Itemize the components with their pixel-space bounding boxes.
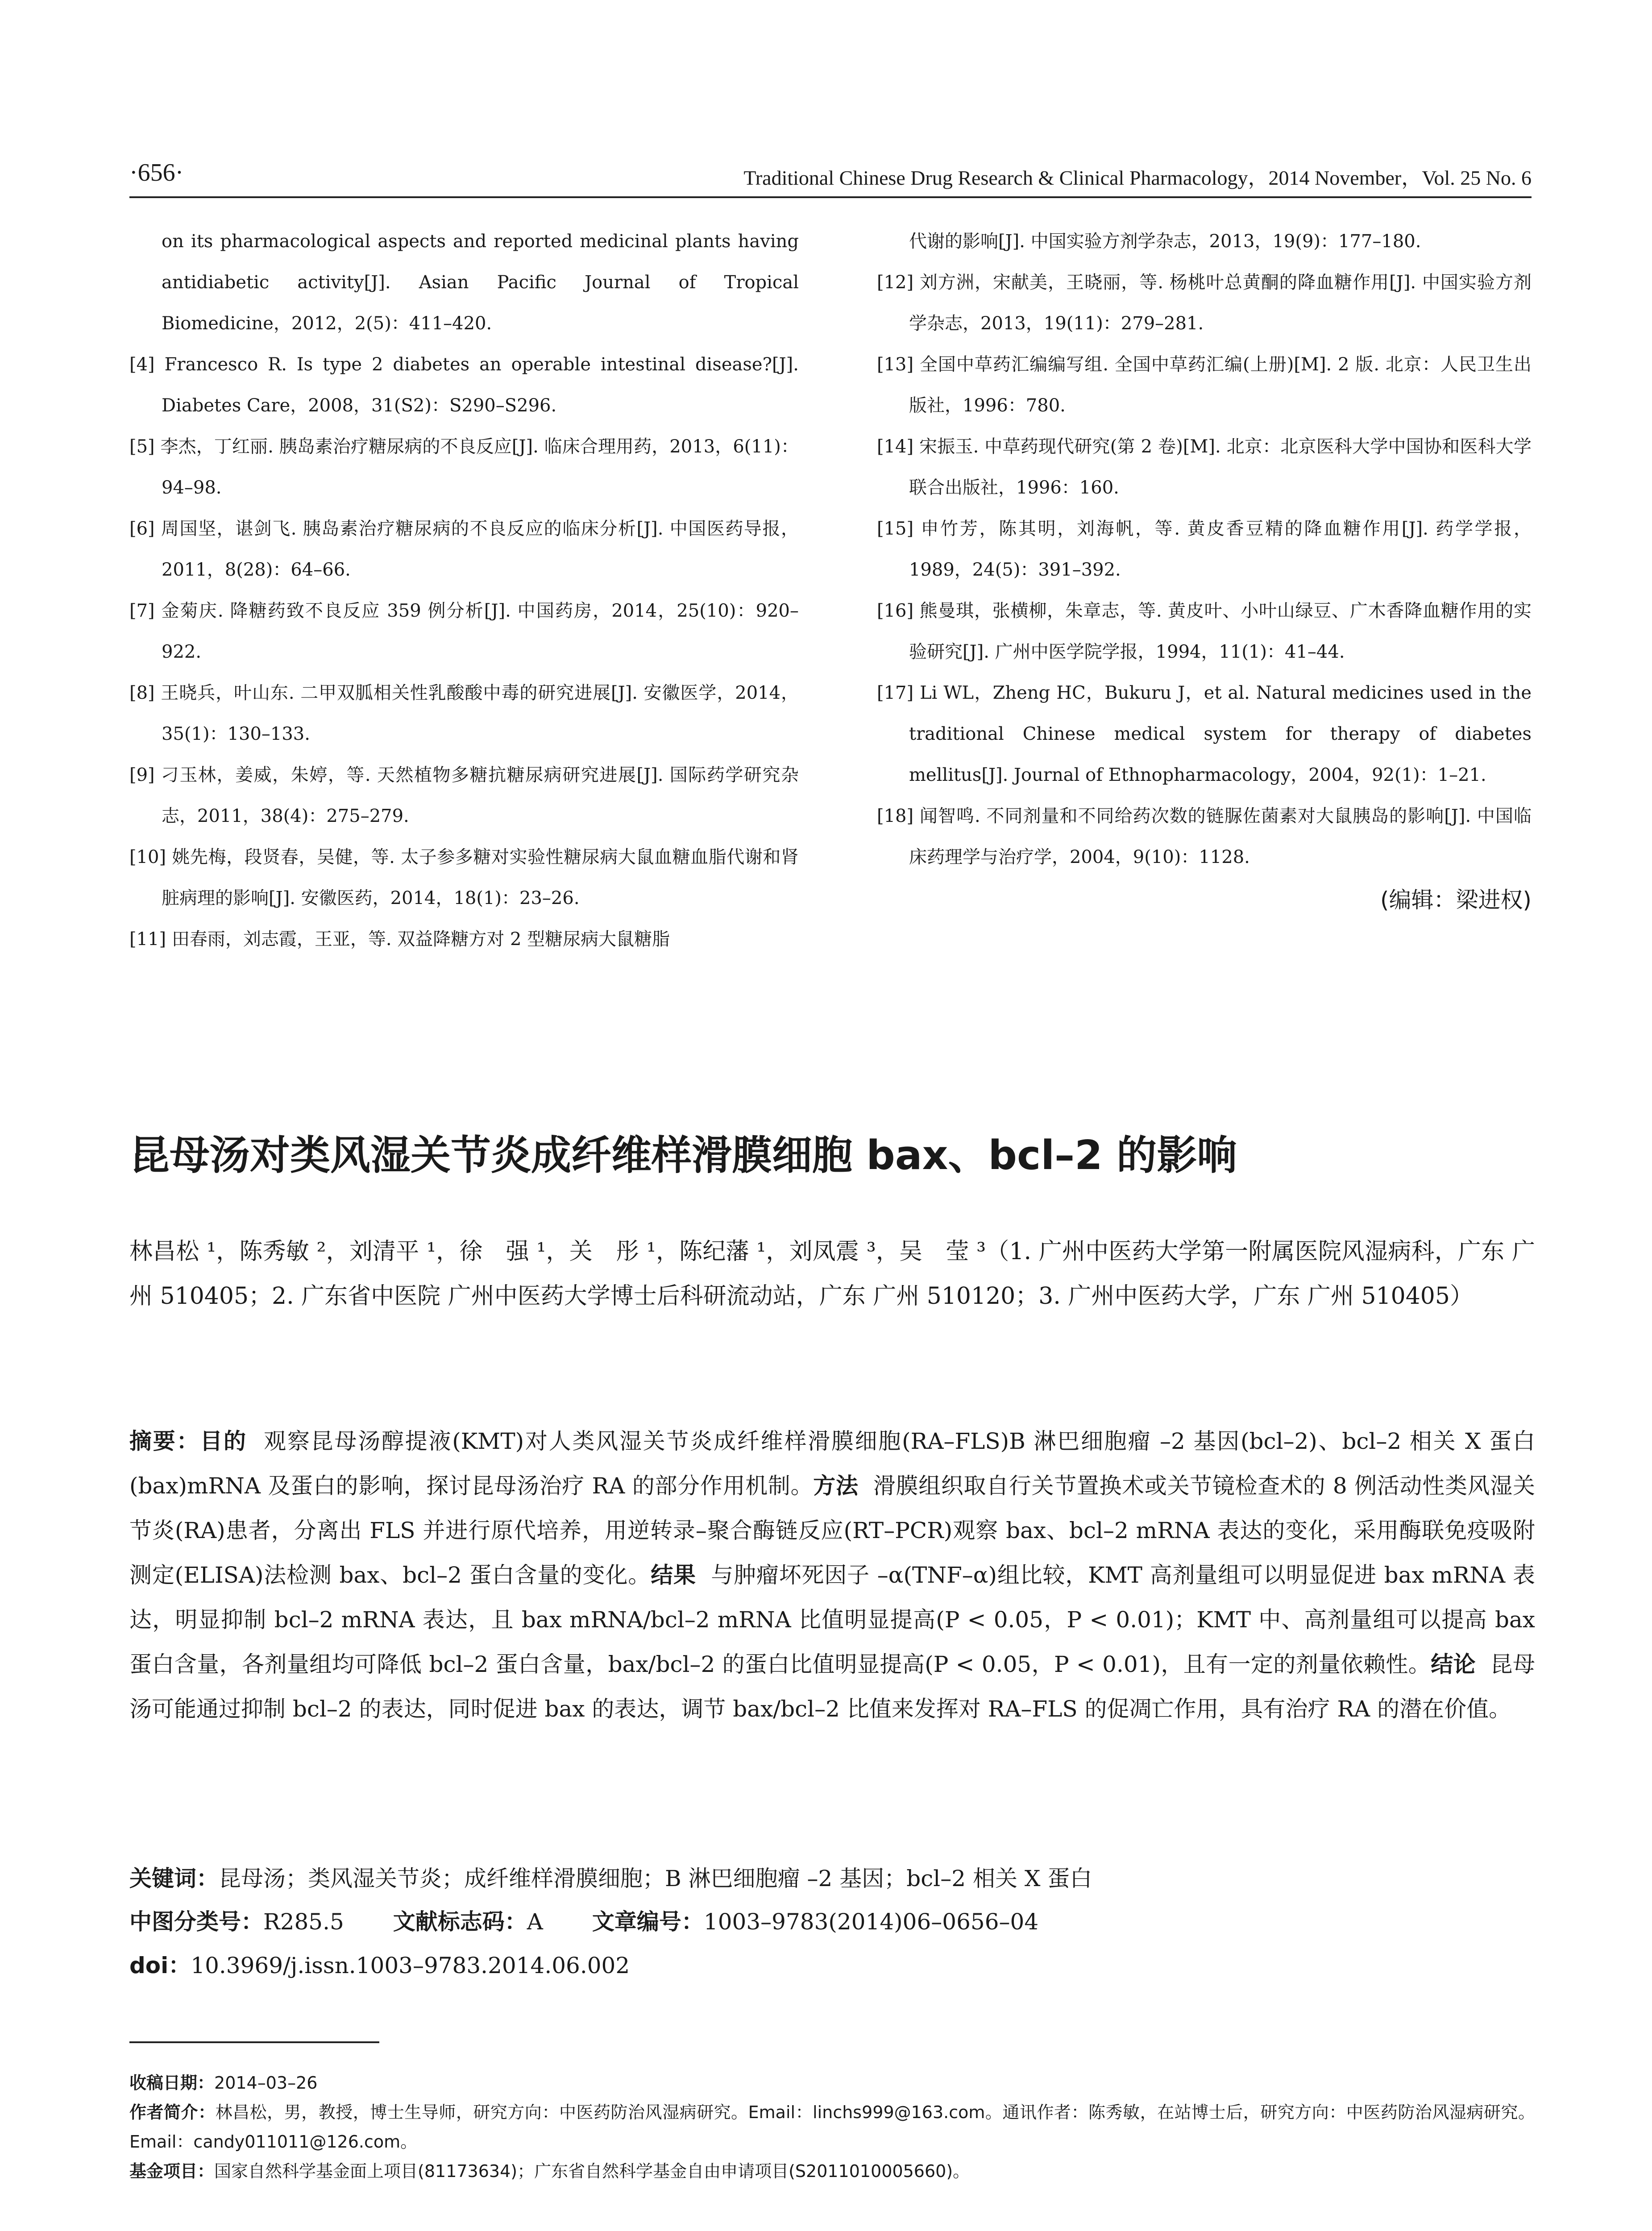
author-value: 林昌松，男，教授，博士生导师，研究方向：中医药防治风湿病研究。Email：linchs999@163.com。通讯作者：陈秀敏，在站博士后，研究方向：中医药防治风湿病研究。Email：candy011011@126.com。 <box>129 2102 1535 2152</box>
article-number-value: 1003–9783(2014)06–0656–04 <box>703 1909 1039 1935</box>
reference-item: [8] 王晓兵，叶山东. 二甲双胍相关性乳酸酸中毒的研究进展[J]. 安徽医学，2014，35(1)：130–133. <box>129 683 799 744</box>
references-right-column <box>877 221 1532 922</box>
reference-item: [10] 姚先梅，段贤春，吴健，等. 太子参多糖对实验性糖尿病大鼠血糖血脂代谢和肾脏病理的影响[J]. 安徽医药，2014，18(1)：23–26. <box>129 847 799 908</box>
class-value: R285.5 <box>263 1909 344 1935</box>
author-bio <box>129 2098 1535 2156</box>
classification-line <box>129 1902 1535 1942</box>
fund-value: 国家自然科学基金面上项目(81173634)；广东省自然科学基金自由申请项目(S2011010005660)。 <box>214 2161 970 2181</box>
reference-item: [7] 金菊庆. 降糖药致不良反应 359 例分析[J]. 中国药房，2014，25(10)：920–922. <box>129 601 799 662</box>
objective-text: 观察昆母汤醇提液(KMT)对人类风湿关节炎成纤维样滑膜细胞(RA–FLS)B 淋巴细胞瘤 –2 基因(bcl–2)、bcl–2 相关 X 蛋白(bax)mRNA 及蛋白的影响，探讨昆母汤治疗 RA 的部分作用机制。 <box>129 1428 1536 1499</box>
keywords-text: 昆母汤；类风湿关节炎；成纤维样滑膜细胞；B 淋巴细胞瘤 –2 基因；bcl–2 相关 X 蛋白 <box>219 1866 1092 1891</box>
author-label: 作者简介： <box>129 2102 216 2122</box>
reference-item: [14] 宋振玉. 中草药现代研究(第 2 卷)[M]. 北京：北京医科大学中国协和医科大学联合出版社，1996：160. <box>877 436 1532 498</box>
class-label: 中图分类号： <box>129 1909 263 1935</box>
fund-info <box>129 2156 1535 2186</box>
keywords-label: 关键词： <box>129 1866 219 1891</box>
results-text: 与肿瘤坏死因子 –α(TNF–α)组比较，KMT 高剂量组可以明显促进 bax mRNA 表达，明显抑制 bcl–2 mRNA 表达，且 bax mRNA/bcl–2 mRNA 比值明显提高(P < 0.05，P < 0.01)；KMT 中、高剂量组可以提高 bax 蛋白含量，各剂量组均可降低 bcl–2 蛋白含量，bax/bcl–2 的蛋白比值明显提高(P < 0.05，P < 0.01)，且有一定的剂量依赖性。 <box>129 1562 1535 1677</box>
abstract <box>129 1419 1535 1731</box>
reference-item: [12] 刘方洲，宋献美，王晓丽，等. 杨桃叶总黄酮的降血糖作用[J]. 中国实验方剂学杂志，2013，19(11)：279–281. <box>877 272 1532 334</box>
reference-item: [9] 刁玉林，姜威，朱婷，等. 天然植物多糖抗糖尿病研究进展[J]. 国际药学研究杂志，2011，38(4)：275–279. <box>129 765 799 826</box>
reference-item: [16] 熊曼琪，张横柳，朱章志，等. 黄皮叶、小叶山绿豆、广木香降血糖作用的实验研究[J]. 广州中医学院学报，1994，11(1)：41–44. <box>877 601 1532 662</box>
reference-item: [4] Francesco R. Is type 2 diabetes an operable intestinal disease?[J]. Diabetes Care，2008，31(S2)：S290–S296. <box>129 354 799 416</box>
page-number: ·656· <box>129 159 184 187</box>
methods-label: 方法 <box>813 1473 859 1499</box>
doi-label: doi： <box>129 1953 191 1978</box>
footnotes <box>129 2068 1535 2186</box>
doi-value: 10.3969/j.issn.1003–9783.2014.06.002 <box>191 1953 630 1978</box>
received-value: 2014–03–26 <box>214 2073 318 2093</box>
received-label: 收稿日期： <box>129 2073 215 2093</box>
editor-note: (编辑：梁进权) <box>1380 887 1532 913</box>
doc-code-value: A <box>527 1909 543 1935</box>
references-left-column <box>129 221 799 960</box>
doc-code-label: 文献标志码： <box>393 1909 527 1935</box>
header-rule <box>129 196 1532 198</box>
footnote-rule <box>129 2041 379 2043</box>
reference-item: [5] 李杰，丁红丽. 胰岛素治疗糖尿病的不良反应[J]. 临床合理用药，2013，6(11)：94–98. <box>129 436 799 498</box>
keywords <box>129 1858 1535 1899</box>
article-title: 昆母汤对类风湿关节炎成纤维样滑膜细胞 bax、bcl–2 的影响 <box>129 1132 1237 1179</box>
reference-item: [6] 周国坚，谌剑飞. 胰岛素治疗糖尿病的不良反应的临床分析[J]. 中国医药导报，2011，8(28)：64–66. <box>129 518 799 580</box>
reference-item: [15] 申竹芳，陈其明，刘海帆，等. 黄皮香豆精的降血糖作用[J]. 药学学报，1989，24(5)：391–392. <box>877 518 1532 580</box>
conclusion-text: 昆母汤可能通过抑制 bcl–2 的表达，同时促进 bax 的表达，调节 bax/bcl–2 比值来发挥对 RA–FLS 的促凋亡作用，具有治疗 RA 的潜在价值。 <box>129 1651 1536 1722</box>
abstract-label: 摘要： <box>129 1428 200 1454</box>
conclusion-label: 结论 <box>1431 1651 1476 1677</box>
fund-label: 基金项目： <box>129 2161 215 2181</box>
reference-item: on its pharmacological aspects and reported medicinal plants having antidiabetic activity[J]. Asian Pacific Journal of Tropical Biomedicine，2012，2(5)：411–420. <box>162 231 799 334</box>
reference-item: [11] 田春雨，刘志霞，王亚，等. 双益降糖方对 2 型糖尿病大鼠糖脂 <box>129 929 670 950</box>
reference-item: [13] 全国中草药汇编编写组. 全国中草药汇编(上册)[M]. 2 版. 北京：人民卫生出版社，1996：780. <box>877 354 1532 416</box>
methods-text: 滑膜组织取自行关节置换术或关节镜检查术的 8 例活动性类风湿关节炎(RA)患者，分离出 FLS 并进行原代培养，用逆转录–聚合酶链反应(RT–PCR)观察 bax、bcl–2 mRNA 表达的变化，采用酶联免疫吸附测定(ELISA)法检测 bax、bcl–2 蛋白含量的变化。 <box>129 1473 1535 1588</box>
received-date <box>129 2068 1535 2098</box>
objective-label: 目的 <box>200 1428 247 1454</box>
journal-header: Traditional Chinese Drug Research & Clinical Pharmacology，2014 November，Vol. 25 No. 6 <box>743 166 1532 189</box>
reference-item: [18] 闻智鸣. 不同剂量和不同给药次数的链脲佐菌素对大鼠胰岛的影响[J]. 中国临床药理学与治疗学，2004，9(10)：1128. <box>877 806 1532 867</box>
doi-line <box>129 1945 1535 1986</box>
results-label: 结果 <box>651 1562 696 1588</box>
reference-item: [17] Li WL，Zheng HC，Bukuru J，et al. Natural medicines used in the traditional Chinese medical system for therapy of diabetes mellitus[J]. Journal of Ethnopharmacology，2004，92(1)：1–21. <box>877 683 1532 785</box>
reference-item: 代谢的影响[J]. 中国实验方剂学杂志，2013，19(9)：177–180. <box>909 231 1421 252</box>
article-number-label: 文章编号： <box>592 1909 704 1935</box>
authors-affiliations: 林昌松 ¹，陈秀敏 ²，刘清平 ¹，徐 强 ¹，关 彤 ¹，陈纪藩 ¹，刘凤震 ³，吴 莹 ³（1. 广州中医药大学第一附属医院风湿病科，广东 广州 510405；2. 广东省中医院 广州中医药大学博士后科研流动站，广东 广州 510120；3. 广州中医药大学，广东 广州 510405） <box>129 1238 1535 1310</box>
